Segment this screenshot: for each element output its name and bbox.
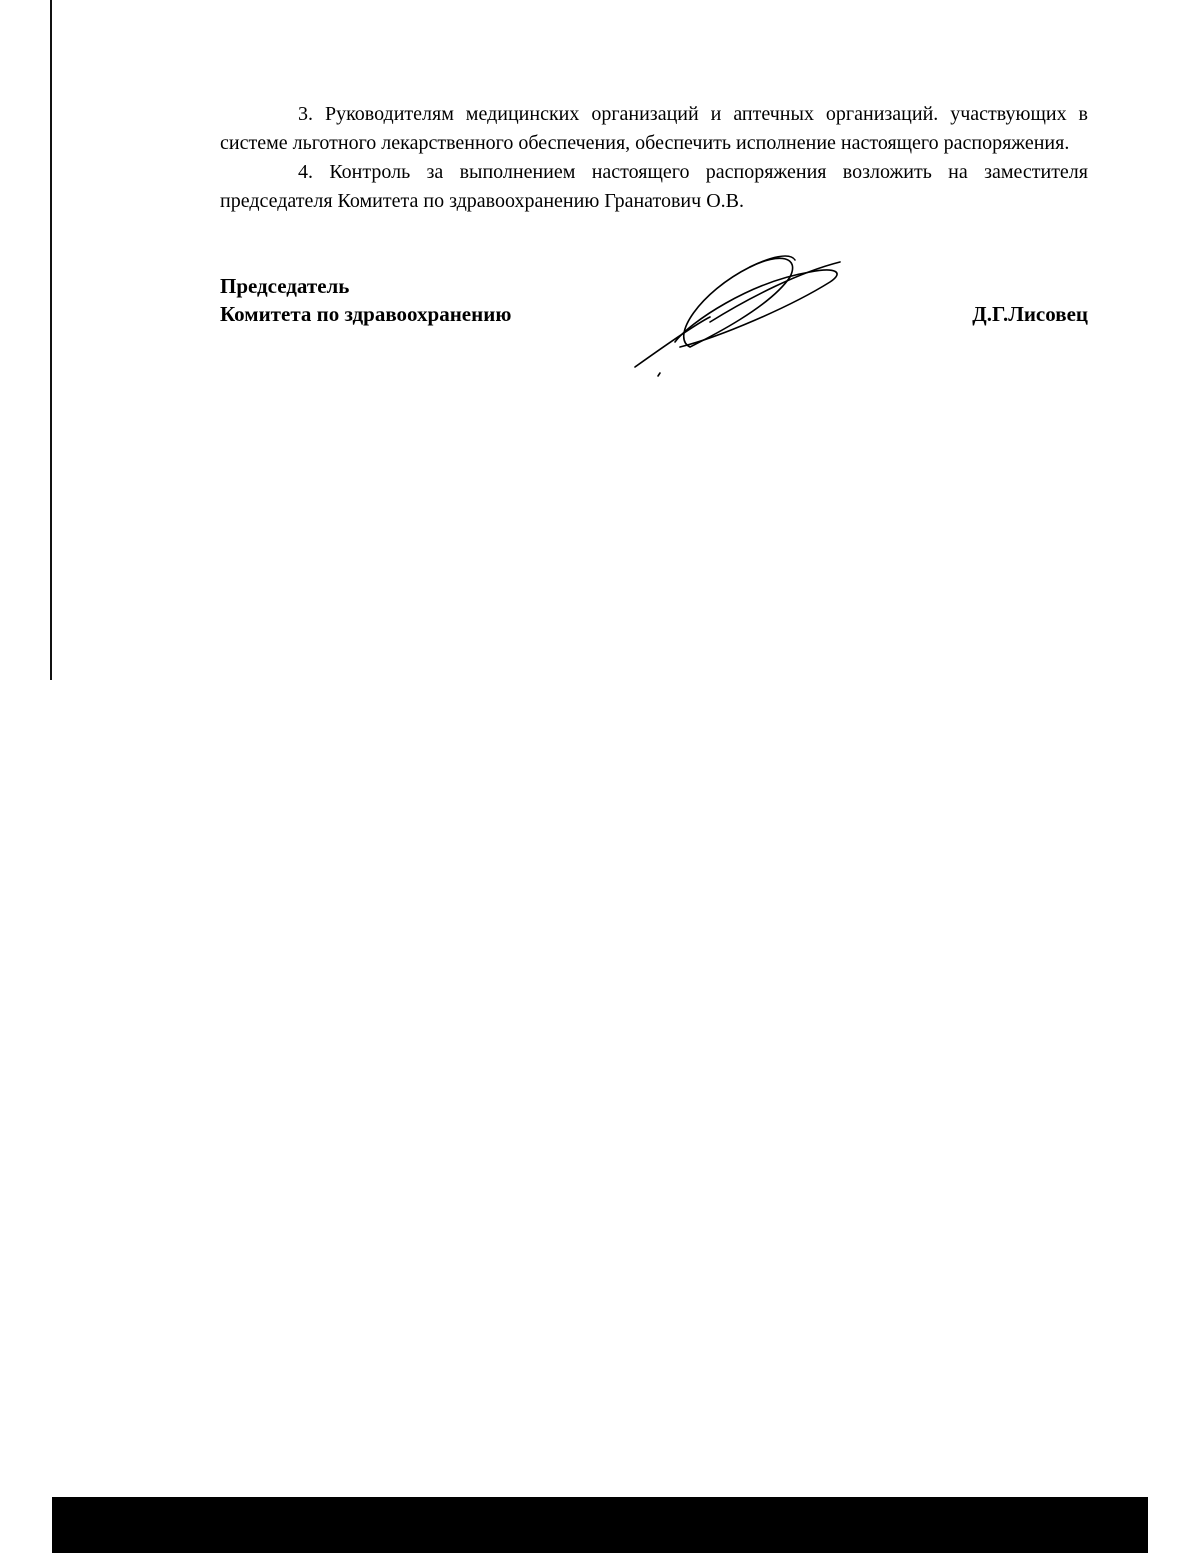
signatory-title-line1: Председатель (220, 274, 350, 298)
left-margin-line (50, 0, 52, 680)
signature-block (220, 272, 1088, 412)
paragraph-4: 4. Контроль за выполнением настоящего распоряжения возложить на заместителя председателя Комитета по здравоохранению Гранатович О.В. (220, 161, 1088, 212)
paragraph-3: 3. Руководителям медицинских организаций и аптечных организаций. участвующих в системе льготного лекарственного обеспечения, обеспечить исполнение настоящего распоряжения. (220, 103, 1088, 154)
signatory-title (220, 272, 511, 328)
signatory-name: Д.Г.Лисовец (972, 302, 1088, 326)
signatory-title-line2: Комитета по здравоохранению (220, 302, 512, 326)
handwritten-signature (630, 252, 860, 392)
document-body (220, 100, 1088, 216)
scan-bottom-band (52, 1497, 1148, 1553)
